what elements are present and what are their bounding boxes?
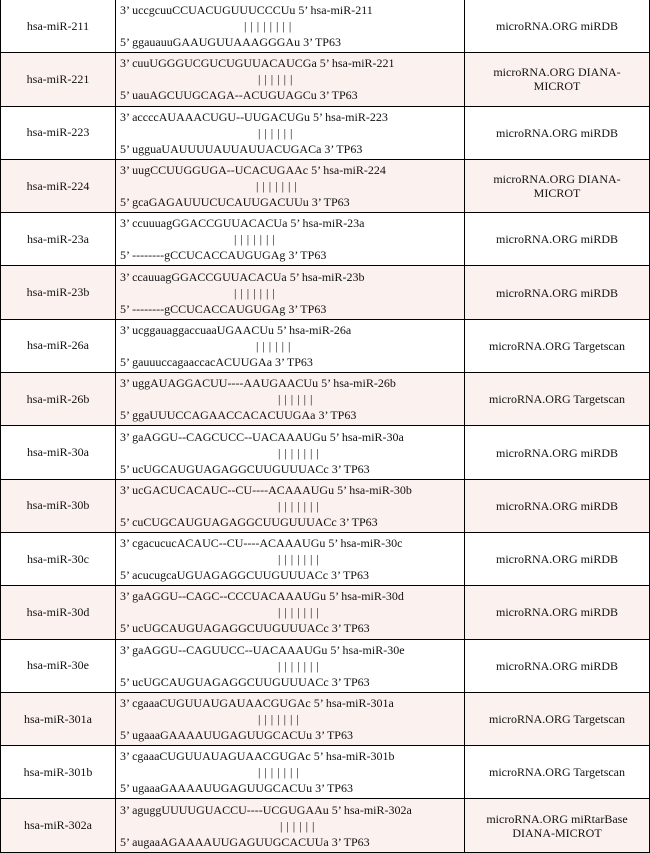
table-row [1,213,650,266]
pairing-bars: | | | | | | | [278,445,320,460]
mirna-name-cell: hsa-miR-26b [1,373,116,426]
alignment-cell [116,479,465,532]
table-row [1,746,650,799]
target-sequence-line: 5’ ugaaaGAAAAUUGAGUUGCACUu 3’ TP63 [120,728,353,742]
target-sequence-line: 5’ augaaAGAAAAUUGAGUUGCACUUa 3’ TP63 [120,834,370,849]
source-databases-cell: microRNA.ORG miRtarBase DIANA-MICROT [465,799,650,852]
pairing-bars: | | | | | | | [278,605,320,620]
mirna-sequence-line: 3’ cuuUGGGUCGUCUGUUACAUCGa 5’ hsa-miR-221 [120,56,395,71]
mirna-sequence-line: 3’ uccgcuuCCUACUGUUUCCCUu 5’ hsa-miR-211 [120,3,373,18]
mirna-name-cell: hsa-miR-26a [1,319,116,372]
mirna-sequence-line: 3’ ccauuagGGACCGUUACACUa 5’ hsa-miR-23b [120,269,365,284]
alignment-cell [116,692,465,745]
mirna-name-cell: hsa-miR-30c [1,532,116,585]
source-databases-cell: microRNA.ORG miRDB [465,426,650,479]
table-row [1,159,650,212]
mirna-sequence-line: 3’ cgaaaCUGUUAUGAUAACGUGAc 5’ hsa-miR-301a [120,696,394,710]
mirna-sequence-line: 3’ ucGACUCACAUC--CU----ACAAAUGu 5’ hsa-miR-30b [120,482,412,497]
alignment-cell [116,213,465,266]
alignment-cell [116,639,465,692]
target-sequence-line: 5’ ggauauuGAAUGUUAAAGGGAu 3’ TP63 [120,35,341,50]
table-row [1,373,650,426]
pairing-bars: | | | | | | | [278,498,320,513]
target-sequence-line: 5’ ucUGCAUGUAGAGGCUUGUUUACc 3’ TP63 [120,461,370,476]
mirna-sequence-line: 3’ aguggUUUUGUACCU----UCGUGAAu 5’ hsa-miR-302a [120,802,412,817]
table-row [1,53,650,106]
mirna-sequence-line: 3’ gaAGGU--CAGC--CCCUACAAAUGu 5’ hsa-miR-30d [120,589,404,604]
pairing-bars: | | | | | | [278,392,313,407]
table-row [1,106,650,159]
pairing-bars: | | | | | | [258,72,293,87]
mirna-sequence-line: 3’ cgacucucACAUC--CU----ACAAAUGu 5’ hsa-miR-30c [120,536,403,551]
mirna-name-cell: hsa-miR-301a [1,692,116,745]
source-databases-cell: microRNA.ORG Targetscan [465,373,650,426]
mirna-sequence-line: 3’ uugCCUUGGUGA--UCACUGAAc 5’ hsa-miR-224 [120,163,386,178]
target-sequence-line: 5’ cuCUGCAUGUAGAGGCUUGUUUACc 3’ TP63 [120,514,378,529]
mirna-name-cell: hsa-miR-211 [1,0,116,53]
source-databases-cell: microRNA.ORG miRDB [465,639,650,692]
table-row [1,479,650,532]
target-sequence-line: 5’ --------gCCUCACCAUGUGAg 3’ TP63 [120,248,327,263]
source-databases-cell: microRNA.ORG DIANA-MICROT [465,53,650,106]
pairing-bars: | | | | | | | [258,712,300,726]
source-databases-cell: microRNA.ORG miRDB [465,532,650,585]
target-sequence-line: 5’ ggaUUUCCAGAACCACACUUGAa 3’ TP63 [120,408,357,423]
table-row [1,639,650,692]
mirna-sequence-line: 3’ cgaaaCUGUUAUAGUAACGUGAc 5’ hsa-miR-301b [120,749,395,764]
pairing-bars: | | | | | | [258,125,293,140]
alignment-cell [116,586,465,639]
alignment-cell [116,532,465,585]
mirna-sequence-line: 3’ ccuuuagGGACCGUUACACUa 5’ hsa-miR-23a [120,216,365,231]
mirna-sequence-line: 3’ gaAGGU--CAGUUCC--UACAAAUGu 5’ hsa-miR-30e [120,642,405,657]
table-row [1,532,650,585]
pairing-bars: | | | | | | | | [244,19,292,34]
table-row [1,799,650,852]
mirna-name-cell: hsa-miR-30a [1,426,116,479]
alignment-cell [116,266,465,319]
pairing-bars: | | | | | | | [278,658,320,673]
pairing-bars: | | | | | | | [234,232,276,247]
target-sequence-line: 5’ --------gCCUCACCAUGUGAg 3’ TP63 [120,301,327,316]
alignment-cell [116,106,465,159]
alignment-cell [116,746,465,799]
source-databases-cell: microRNA.ORG miRDB [465,479,650,532]
pairing-bars: | | | | | | | [256,179,298,194]
mirna-name-cell: hsa-miR-221 [1,53,116,106]
source-databases-cell: microRNA.ORG miRDB [465,0,650,53]
table-row [1,0,650,53]
source-databases-cell: microRNA.ORG DIANA-MICROT [465,159,650,212]
table-row [1,586,650,639]
source-databases-cell: microRNA.ORG miRDB [465,213,650,266]
mirna-name-cell: hsa-miR-302a [1,799,116,852]
mirna-name-cell: hsa-miR-23a [1,213,116,266]
table-body [1,0,650,852]
target-sequence-line: 5’ ugaaaGAAAAUUGAGUUGCACUu 3’ TP63 [120,781,353,796]
alignment-cell [116,53,465,106]
target-sequence-line: 5’ gcaGAGAUUUCUCAUUGACUUu 3’ TP63 [120,195,350,210]
mirna-name-cell: hsa-miR-301b [1,746,116,799]
mirna-name-cell: hsa-miR-30e [1,639,116,692]
mirna-sequence-line: 3’ accccAUAAACUGU--UUGACUGu 5’ hsa-miR-223 [120,109,388,124]
table-row [1,266,650,319]
target-sequence-line: 5’ acucugcaUGUAGAGGCUUGUUUACc 3’ TP63 [120,568,369,583]
mirna-sequence-line: 3’ uggAUAGGACUU----AAUGAACUu 5’ hsa-miR-26b [120,376,396,391]
target-sequence-line: 5’ ugguaUAUUUUAUUAUUACUGACa 3’ TP63 [120,141,363,156]
mirna-name-cell: hsa-miR-30d [1,586,116,639]
pairing-bars: | | | | | | [280,818,315,833]
mirna-sequence-line: 3’ gaAGGU--CAGCUCC--UACAAAUGu 5’ hsa-miR-30a [120,429,404,444]
alignment-cell [116,373,465,426]
pairing-bars: | | | | | | | [278,552,320,567]
pairing-bars: | | | | | | | [234,285,276,300]
mirna-name-cell: hsa-miR-223 [1,106,116,159]
alignment-cell [116,0,465,53]
source-databases-cell: microRNA.ORG miRDB [465,586,650,639]
table-row [1,319,650,372]
source-databases-cell: microRNA.ORG Targetscan [465,746,650,799]
target-sequence-line: 5’ gauuuccagaaccacACUUGAa 3’ TP63 [120,354,313,369]
alignment-cell [116,159,465,212]
mirna-name-cell: hsa-miR-30b [1,479,116,532]
source-databases-cell: microRNA.ORG miRDB [465,266,650,319]
target-sequence-line: 5’ ucUGCAUGUAGAGGCUUGUUUACc 3’ TP63 [120,674,370,689]
pairing-bars: | | | | | | [256,338,291,353]
table-row [1,426,650,479]
mirna-name-cell: hsa-miR-224 [1,159,116,212]
source-databases-cell: microRNA.ORG miRDB [465,106,650,159]
source-databases-cell: microRNA.ORG Targetscan [465,692,650,745]
pairing-bars: | | | | | | | [258,765,300,780]
target-sequence-line: 5’ ucUGCAUGUAGAGGCUUGUUUACc 3’ TP63 [120,621,370,636]
mirna-sequence-line: 3’ ucggauaggaccuaaUGAACUu 5’ hsa-miR-26a [120,322,352,337]
table-row [1,692,650,745]
target-sequence-line: 5’ uauAGCUUGCAGA--ACUGUAGCu 3’ TP63 [120,88,358,103]
mirna-name-cell: hsa-miR-23b [1,266,116,319]
alignment-cell [116,426,465,479]
alignment-cell [116,319,465,372]
alignment-cell [116,799,465,852]
source-databases-cell: microRNA.ORG Targetscan [465,319,650,372]
